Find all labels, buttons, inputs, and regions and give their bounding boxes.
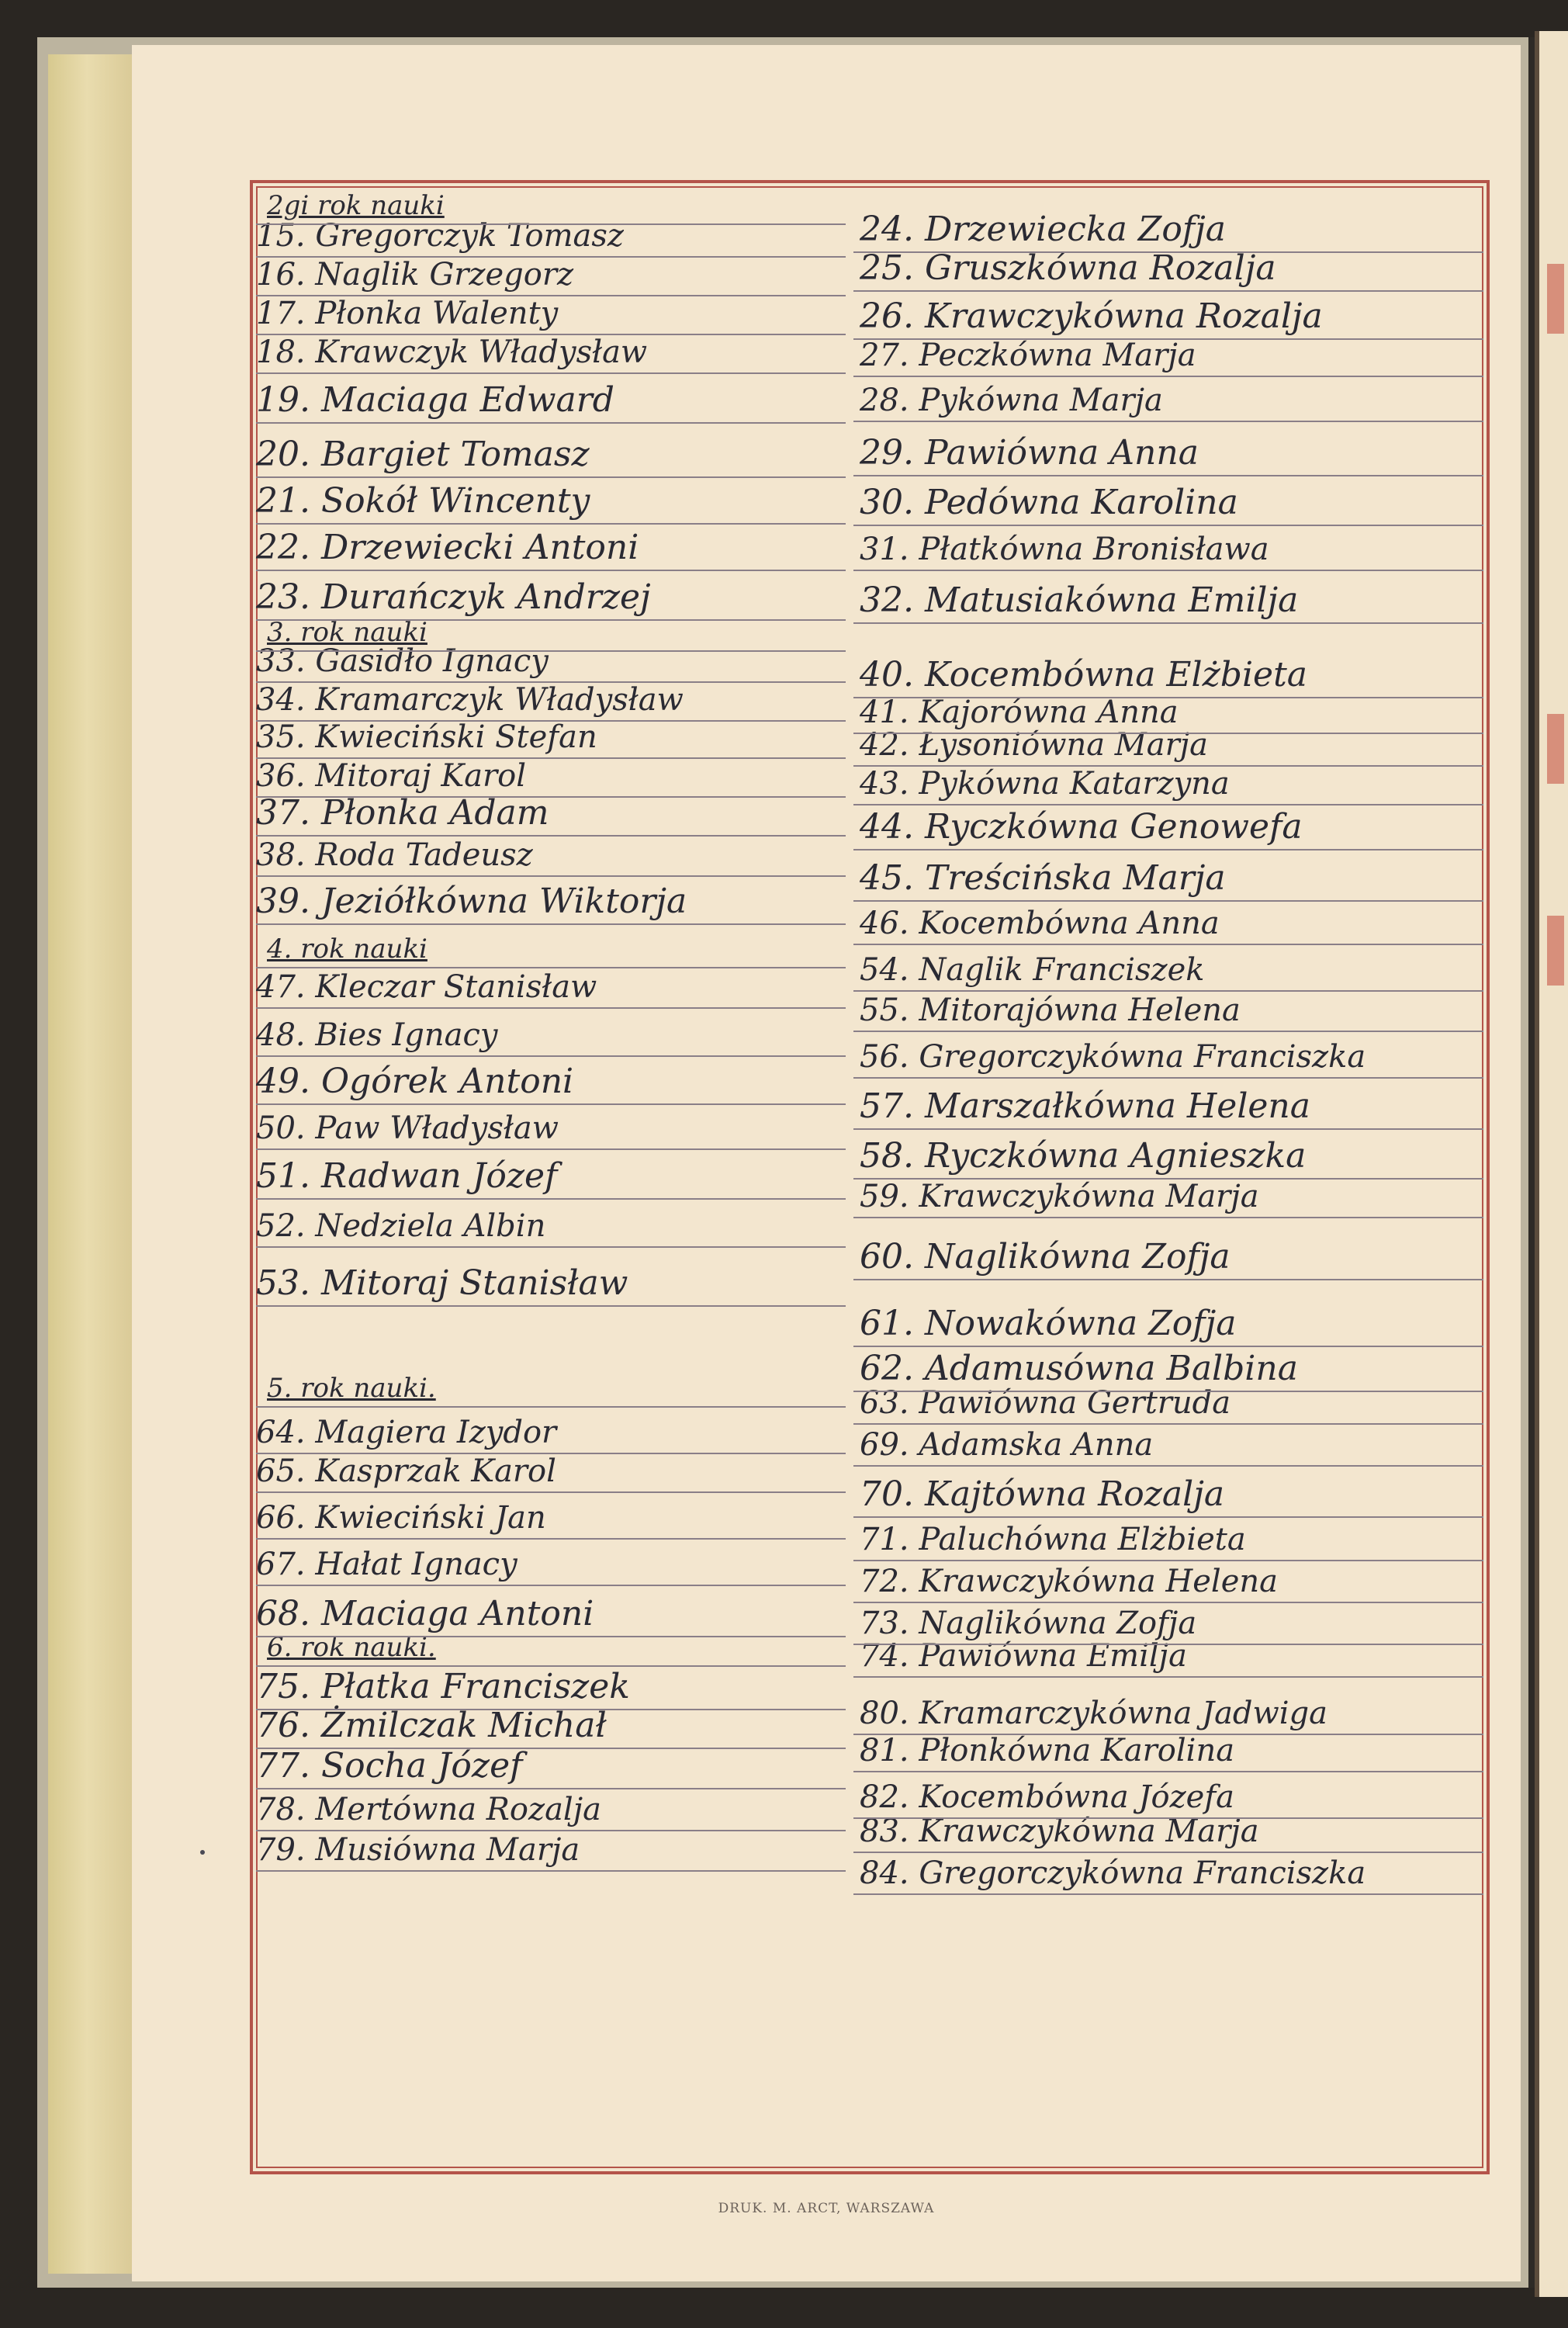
pupil-entry: 28. Pykówna Marja [860, 383, 1163, 418]
ruled-line [256, 967, 846, 968]
pupil-entry: 58. Ryczkówna Agnieszka [860, 1136, 1307, 1176]
pupil-entry: 71. Paluchówna Elżbieta [860, 1522, 1246, 1557]
pupil-entry: 56. Gregorczykówna Franciszka [860, 1039, 1366, 1075]
ruled-line [256, 570, 846, 571]
pupil-entry: 48. Bies Ignacy [256, 1017, 498, 1053]
pupil-entry: 21. Sokół Wincenty [256, 481, 590, 521]
ruled-line [256, 1585, 846, 1586]
ruled-line [853, 1734, 1483, 1735]
ruled-line [853, 900, 1483, 902]
pupil-entry: 67. Hałat Ignacy [256, 1547, 517, 1582]
ruled-line [256, 372, 846, 374]
pupil-entry: 37. Płonka Adam [256, 793, 549, 833]
page-gutter [48, 54, 135, 2274]
ruled-line [853, 1560, 1483, 1561]
ruled-line [256, 1453, 846, 1454]
pupil-entry: 20. Bargiet Tomasz [256, 435, 590, 474]
pupil-entry: 50. Paw Władysław [256, 1110, 559, 1146]
ruled-line [256, 1788, 846, 1789]
pupil-entry: 52. Nedziela Albin [256, 1208, 546, 1244]
next-page-mark [1547, 916, 1564, 986]
ruled-line [853, 251, 1483, 253]
ruled-line [853, 525, 1483, 526]
ruled-line [256, 1830, 846, 1831]
pupil-entry: 43. Pykówna Katarzyna [860, 766, 1230, 802]
ruled-line [853, 1391, 1483, 1392]
ruled-line [256, 619, 846, 621]
pupil-entry: 82. Kocembówna Józefa [860, 1779, 1234, 1815]
pupil-entry: 59. Krawczykówna Marja [860, 1179, 1259, 1214]
ruled-line [256, 1491, 846, 1493]
ruled-line [853, 1178, 1483, 1180]
pupil-entry: 77. Socha Józef [256, 1746, 523, 1786]
ruled-line [256, 476, 846, 478]
pupil-entry: 57. Marszałkówna Helena [860, 1086, 1311, 1126]
ruled-line [853, 290, 1483, 292]
ruled-line [256, 1665, 846, 1667]
ruled-line [853, 849, 1483, 850]
ruled-line [853, 421, 1483, 422]
pupil-entry: 30. Pedówna Karolina [860, 483, 1238, 522]
pupil-entry: 45. Treścińska Marja [860, 858, 1226, 898]
ruled-line [256, 1246, 846, 1248]
ruled-line [853, 1423, 1483, 1425]
ruled-line [256, 720, 846, 722]
year-heading: 2gi rok nauki [267, 190, 445, 221]
pupil-entry: 18. Krawczyk Władysław [256, 334, 648, 370]
ruled-line [256, 334, 846, 335]
ruled-line [256, 1198, 846, 1200]
ruled-line [256, 1007, 846, 1009]
ruled-line [256, 1148, 846, 1150]
pupil-entry: 23. Durańczyk Andrzej [256, 577, 651, 617]
pupil-entry: 39. Jeziółkówna Wiktorja [256, 882, 687, 921]
pupil-entry: 66. Kwieciński Jan [256, 1500, 546, 1536]
pupil-entry: 65. Kasprzak Karol [256, 1453, 556, 1489]
ruled-line [853, 622, 1483, 624]
ruled-line [256, 1103, 846, 1105]
printer-imprint: DRUK. M. ARCT, WARSZAWA [718, 2201, 935, 2216]
ruled-line [853, 1852, 1483, 1853]
ruled-line [853, 944, 1483, 945]
year-heading: 6. rok nauki. [267, 1632, 436, 1663]
pupil-entry: 53. Mitoraj Stanisław [256, 1263, 628, 1303]
ruled-line [853, 1465, 1483, 1467]
ruled-line [256, 757, 846, 759]
ruled-line [256, 1055, 846, 1057]
ruled-line [853, 1217, 1483, 1218]
pupil-entry: 25. Gruszkówna Rozalja [860, 248, 1276, 288]
ruled-line [256, 875, 846, 877]
pupil-entry: 22. Drzewiecki Antoni [256, 528, 639, 567]
pupil-entry: 31. Płatkówna Bronisława [860, 532, 1269, 567]
pupil-entry: 26. Krawczykówna Rozalja [860, 296, 1323, 336]
year-heading: 4. rok nauki [267, 934, 427, 965]
pupil-entry: 42. Łysoniówna Marja [860, 727, 1208, 763]
pupil-entry: 74. Pawiówna Emilja [860, 1638, 1187, 1674]
pupil-entry: 63. Pawiówna Gertruda [860, 1385, 1231, 1421]
ruled-line [853, 475, 1483, 476]
ruled-line [256, 923, 846, 925]
pupil-entry: 69. Adamska Anna [860, 1427, 1154, 1463]
pupil-entry: 17. Płonka Walenty [256, 296, 559, 331]
pupil-entry: 34. Kramarczyk Władysław [256, 682, 684, 718]
ruled-line [256, 1406, 846, 1408]
pupil-entry: 72. Krawczykówna Helena [860, 1564, 1279, 1599]
ruled-line [853, 1031, 1483, 1032]
ruled-line [853, 1128, 1483, 1130]
next-page-mark [1547, 264, 1564, 334]
ruled-line [853, 1676, 1483, 1678]
pupil-entry: 29. Pawiówna Anna [860, 433, 1199, 473]
pupil-entry: 62. Adamusówna Balbina [860, 1349, 1298, 1388]
year-heading: 3. rok nauki [267, 617, 427, 648]
pupil-entry: 36. Mitoraj Karol [256, 758, 527, 794]
ruled-line [256, 523, 846, 525]
ruled-line [853, 338, 1483, 340]
year-heading: 5. rok nauki. [267, 1373, 436, 1404]
ruled-line [256, 796, 846, 798]
pupil-entry: 49. Ogórek Antoni [256, 1062, 574, 1101]
pupil-entry: 83. Krawczykówna Marja [860, 1814, 1259, 1849]
ruled-line [256, 1305, 846, 1307]
pupil-entry: 47. Kleczar Stanisław [256, 969, 597, 1005]
next-page-edge [1535, 31, 1568, 2297]
ruled-line [853, 697, 1483, 698]
pupil-entry: 68. Maciaga Antoni [256, 1594, 594, 1633]
pupil-entry: 16. Naglik Grzegorz [256, 257, 574, 293]
pupil-entry: 64. Magiera Izydor [256, 1415, 557, 1450]
pupil-entry: 38. Roda Tadeusz [256, 837, 533, 873]
pupil-entry: 19. Maciaga Edward [256, 380, 614, 420]
ruled-line [256, 835, 846, 837]
pupil-entry: 32. Matusiakówna Emilja [860, 580, 1299, 620]
ruled-line [853, 1893, 1483, 1895]
pupil-entry: 35. Kwieciński Stefan [256, 719, 597, 755]
pupil-entry: 76. Żmilczak Michał [256, 1706, 607, 1745]
pupil-entry: 79. Musiówna Marja [256, 1832, 580, 1868]
ruled-line [256, 1538, 846, 1540]
pupil-entry: 60. Naglikówna Zofja [860, 1237, 1231, 1277]
ruled-line [853, 1346, 1483, 1347]
pupil-entry: 81. Płonkówna Karolina [860, 1733, 1235, 1769]
ruled-line [853, 990, 1483, 992]
pupil-entry: 24. Drzewiecka Zofja [860, 210, 1227, 249]
ruled-line [853, 804, 1483, 805]
pupil-entry: 61. Nowakówna Zofja [860, 1304, 1237, 1343]
ruled-line [256, 1870, 846, 1872]
next-page-mark [1547, 714, 1564, 784]
pupil-entry: 54. Naglik Franciszek [860, 952, 1205, 988]
ruled-line [256, 256, 846, 258]
pupil-entry: 55. Mitorajówna Helena [860, 993, 1241, 1028]
pupil-entry: 80. Kramarczykówna Jadwiga [860, 1696, 1328, 1731]
pupil-entry: 73. Naglikówna Zofja [860, 1606, 1197, 1641]
pupil-entry: 15. Gregorczyk Tomasz [256, 218, 624, 254]
pupil-entry: 78. Mertówna Rozalja [256, 1792, 601, 1827]
pupil-entry: 27. Peczkówna Marja [860, 338, 1196, 373]
ruled-line [256, 223, 846, 225]
ruled-line [853, 1817, 1483, 1819]
pupil-entry: 44. Ryczkówna Genowefa [860, 807, 1303, 847]
pupil-entry: 46. Kocembówna Anna [860, 906, 1220, 941]
ruled-line [256, 295, 846, 296]
ruled-line [853, 733, 1483, 734]
pupil-entry: 41. Kajorówna Anna [860, 695, 1179, 730]
pupil-entry: 75. Płatka Franciszek [256, 1667, 630, 1706]
pupil-entry: 84. Gregorczykówna Franciszka [860, 1855, 1366, 1891]
ruled-line [853, 570, 1483, 571]
ruled-line [256, 1709, 846, 1710]
pupil-entry: 51. Radwan Józef [256, 1156, 558, 1196]
ruled-line [853, 765, 1483, 767]
ruled-line [256, 650, 846, 652]
ruled-line [853, 1279, 1483, 1280]
pupil-entry: 40. Kocembówna Elżbieta [860, 655, 1307, 695]
ruled-line [853, 1077, 1483, 1079]
ruled-line [256, 681, 846, 683]
pupil-entry: 33. Gasidło Ignacy [256, 643, 549, 679]
ruled-line [256, 1636, 846, 1637]
ruled-line [256, 422, 846, 424]
ruled-line [256, 1748, 846, 1749]
footer [132, 0, 1521, 2328]
pupil-entry: 70. Kajtówna Rozalja [860, 1474, 1225, 1514]
ruled-line [853, 376, 1483, 377]
ruled-line [853, 1771, 1483, 1772]
ruled-line [853, 1602, 1483, 1603]
ruled-line [853, 1644, 1483, 1645]
ruled-line [853, 1516, 1483, 1518]
